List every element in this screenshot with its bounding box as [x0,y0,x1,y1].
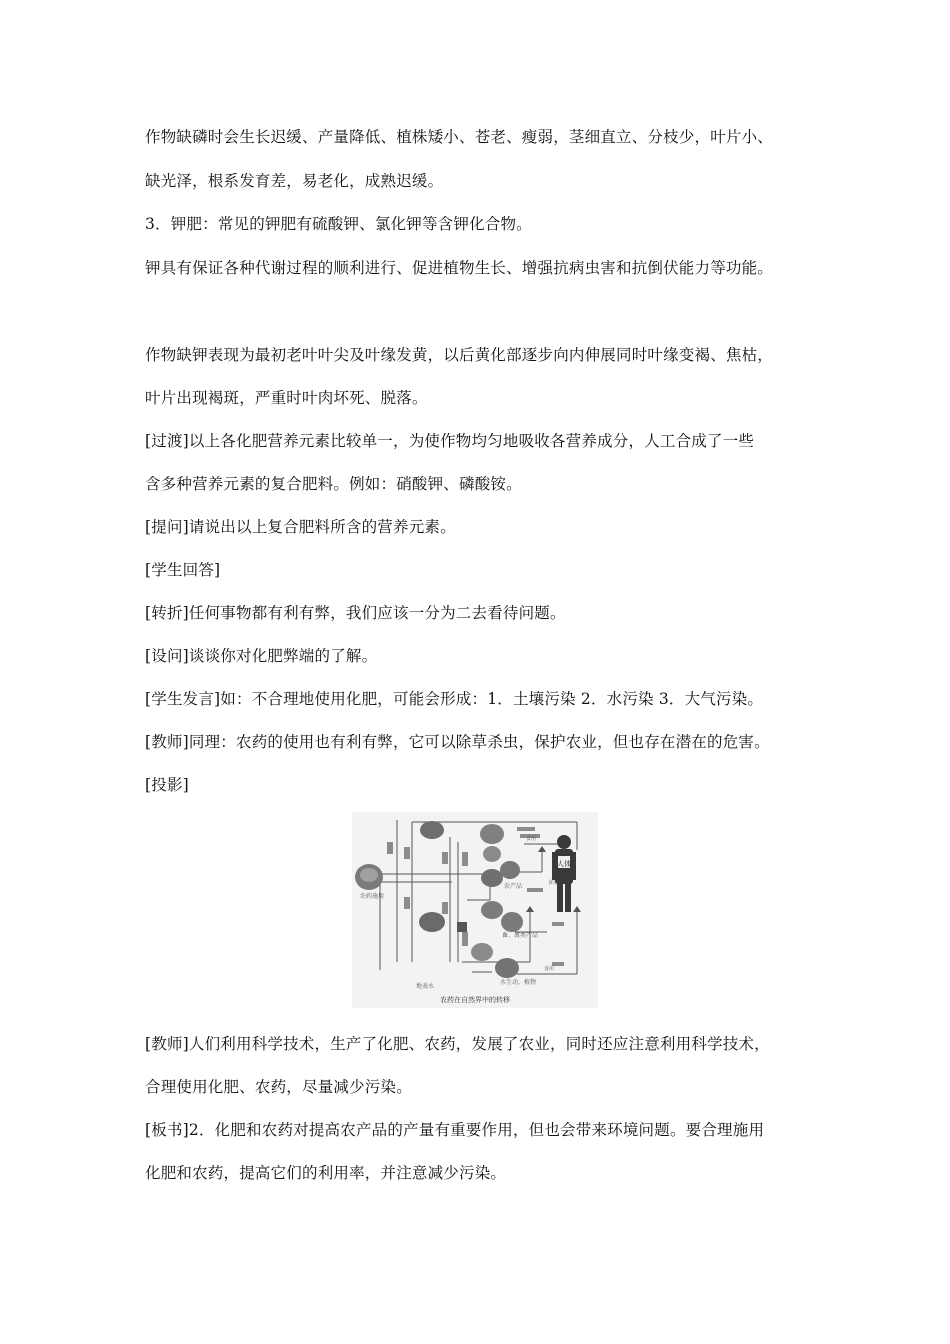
paragraph-potassium-function: 钾具有保证各种代谢过程的顺利进行、促进植物生长、增强抗病虫害和抗倒伏能力等功能。 [145,259,774,277]
label-eat-1: 食用 [526,836,537,842]
paragraph-potassium-deficiency-line-1: 作物缺钾表现为最初老叶叶尖及叶缘发黄，以后黄化部逐步向内伸展同时叶缘变褐、焦枯， [145,346,774,364]
label-livestock: 畜、禽类产品 [502,932,539,939]
label-agri-products: 农产品 [504,883,523,890]
label-eat-3: 食用 [544,966,555,972]
paragraph-transition-line-2: 含多种营养元素的复合肥料。例如：硝酸钾、磷酸铵。 [145,475,522,493]
paragraph-transition-line-1: [过渡]以上各化肥营养元素比较单一，为使作物均匀地吸收各营养成分，人工合成了一些 [145,432,755,450]
paragraph-discussion-question: [设问]谈谈你对化肥弊端的了解。 [145,647,378,665]
paragraph-blackboard-line-2: 化肥和农药，提高它们的利用率，并注意减少污染。 [145,1164,507,1182]
person-label: 人体 [557,860,571,868]
label-eat-2: 食用 [548,880,559,886]
paragraph-teacher-science-line-1: [教师]人们利用科学技术，生产了化肥、农药，发展了农业，同时还应注意利用科学技术， [145,1035,770,1053]
paragraph-phosphorus-deficiency-line-2: 缺光泽，根系发育差，易老化，成熟迟缓。 [145,172,444,190]
paragraph-blackboard-line-1: [板书]2．化肥和农药对提高农产品的产量有重要作用，但也会带来环境问题。要合理施用 [145,1121,765,1139]
paragraph-teacher-science-line-2: 合理使用化肥、农药，尽量减少污染。 [145,1078,412,1096]
paragraph-student-speech: [学生发言]如：不合理地使用化肥，可能会形成：1．土壤污染 2．水污染 3．大气污染。 [145,690,764,708]
label-source: 农药施用 [360,893,385,900]
figure-caption: 农药在自然界中的转移 [440,996,510,1004]
paragraph-turning-point: [转折]任何事物都有利有弊，我们应该一分为二去看待问题。 [145,604,566,622]
paragraph-teacher-pesticide: [教师]同理：农药的使用也有利有弊，它可以除草杀虫，保护农业，但也存在潜在的危害。 [145,733,770,751]
paragraph-phosphorus-deficiency-line-1: 作物缺磷时会生长迟缓、产量降低、植株矮小、苍老、瘦弱，茎细直立、分枝少，叶片小、 [145,128,774,146]
paragraph-question: [提问]请说出以上复合肥料所含的营养元素。 [145,518,456,536]
paragraph-student-answer: [学生回答] [145,561,221,579]
source-node [355,864,383,890]
pesticide-transfer-figure [352,812,598,1008]
paragraph-projection: [投影] [145,776,189,794]
paragraph-potassium-deficiency-line-2: 叶片出现褐斑，严重时叶肉坏死、脱落。 [145,389,428,407]
label-water: 地表水 [416,983,435,990]
label-aquatic: 水生动、植物 [500,979,537,986]
paragraph-potash-fertilizer: 3．钾肥：常见的钾肥有硫酸钾、氯化钾等含钾化合物。 [145,215,532,233]
